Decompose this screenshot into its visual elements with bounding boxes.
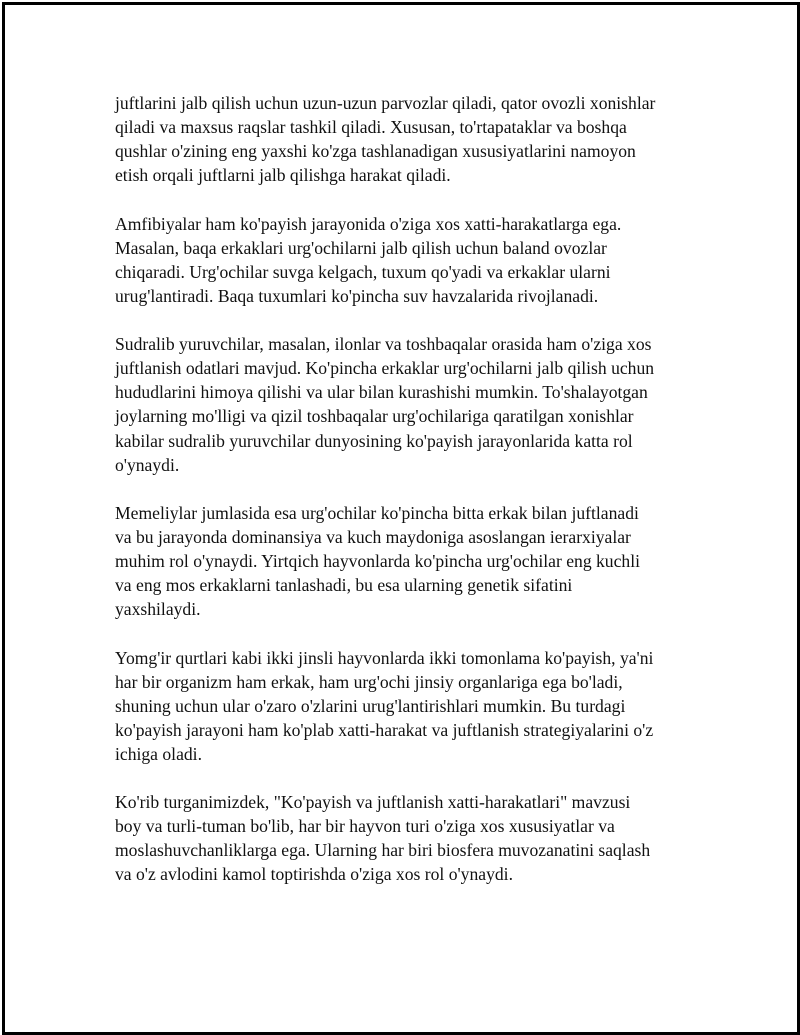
text-line: juftlarini jalb qilish uchun uzun-uzun parvozlar qiladi, qator ovozli xonishlar: [115, 93, 656, 113]
text-line: ichiga oladi.: [115, 743, 202, 764]
text-line: har bir organizm ham erkak, ham urg'ochi jinsiy organlariga ega bo'ladi,: [115, 671, 623, 692]
paragraph-2: [115, 212, 690, 308]
paragraph-4: [115, 501, 690, 621]
text-line: boy va turli-tuman bo'lib, har bir hayvon turi o'ziga xos xususiyatlar va: [115, 816, 615, 837]
text-line: Ko'rib turganimizdek, "Ko'payish va juftlanish xatti-harakatlari" mavzusi: [115, 792, 631, 813]
text-line: etish orqali juftlarni jalb qilishga harakat qiladi.: [115, 165, 451, 186]
text-line: yaxshilaydi.: [115, 599, 201, 620]
document-body: [115, 91, 690, 911]
text-line: o'ynaydi.: [115, 454, 180, 475]
text-line: Yomg'ir qurtlari kabi ikki jinsli hayvonlarda ikki tomonlama ko'payish, ya'ni: [115, 647, 654, 668]
text-line: Masalan, baqa erkaklari urg'ochilarni jalb qilish uchun baland ovozlar: [115, 237, 607, 258]
paragraph-3: [115, 332, 690, 477]
text-line: qushlar o'zining eng yaxshi ko'zga tashlanadigan xususiyatlarini namoyon: [115, 141, 636, 162]
text-line: urug'lantiradi. Baqa tuxumlari ko'pincha suv havzalarida rivojlanadi.: [115, 285, 599, 306]
text-line: chiqaradi. Urg'ochilar suvga kelgach, tuxum qo'yadi va erkaklar ularni: [115, 261, 611, 282]
text-line: qiladi va maxsus raqslar tashkil qiladi. Xususan, to'rtapataklar va boshqa: [115, 117, 627, 138]
paragraph-6: [115, 790, 690, 886]
text-line: shuning uchun ular o'zaro o'zlarini urug'lantirishlari mumkin. Bu turdagi: [115, 695, 626, 716]
text-line: kabilar sudralib yuruvchilar dunyosining ko'payish jarayonlarida katta rol: [115, 430, 633, 451]
text-line: juftlanish odatlari mavjud. Ko'pincha erkaklar urg'ochilarni jalb qilish uchun: [115, 358, 655, 379]
text-line: Amfibiyalar ham ko'payish jarayonida o'ziga xos xatti-harakatlarga ega.: [115, 213, 622, 234]
text-line: ko'payish jarayoni ham ko'plab xatti-harakat va juftlanish strategiyalarini o'z: [115, 719, 654, 740]
text-line: va bu jarayonda dominansiya va kuch maydoniga asoslangan ierarxiyalar: [115, 526, 631, 547]
text-line: joylarning mo'lligi va qizil toshbaqalar urg'ochilariga qaratilgan xonishlar: [115, 406, 634, 427]
text-line: hududlarini himoya qilishi va ular bilan kurashishi mumkin. To'shalayotgan: [115, 382, 648, 403]
text-line: Sudralib yuruvchilar, masalan, ilonlar va toshbaqalar orasida ham o'ziga xos: [115, 334, 652, 355]
paragraph-5: [115, 646, 690, 766]
text-line: va o'z avlodini kamol toptirishda o'ziga xos rol o'ynaydi.: [115, 864, 513, 885]
text-line: va eng mos erkaklarni tanlashadi, bu esa ularning genetik sifatini: [115, 575, 573, 596]
paragraph-1: [115, 91, 690, 187]
text-line: Memeliylar jumlasida esa urg'ochilar ko'pincha bitta erkak bilan juftlanadi: [115, 502, 639, 523]
text-line: muhim rol o'ynaydi. Yirtqich hayvonlarda ko'pincha urg'ochilar eng kuchli: [115, 551, 640, 572]
text-line: moslashuvchanliklarga ega. Ularning har biri biosfera muvozanatini saqlash: [115, 840, 651, 861]
